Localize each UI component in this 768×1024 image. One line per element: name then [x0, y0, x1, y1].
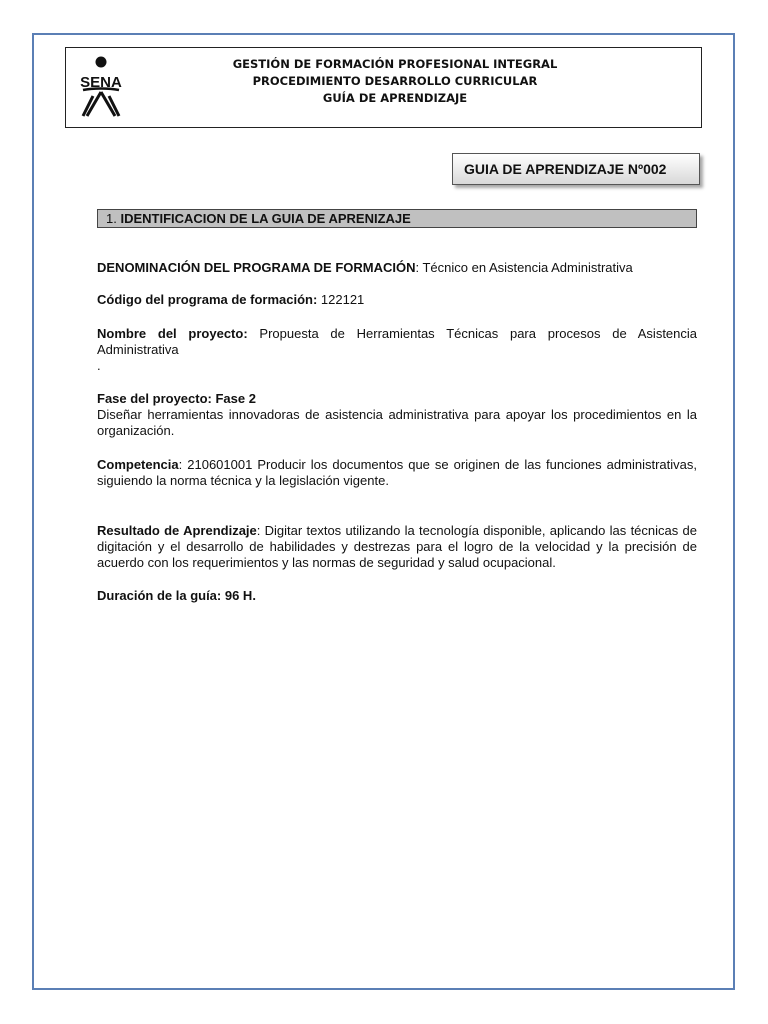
competence-paragraph — [97, 457, 697, 489]
logo-text: SENA — [80, 74, 122, 91]
learning-result-label: Resultado de Aprendizaje — [97, 523, 257, 538]
competence-value: : 210601001 Producir los documentos que se originen de las funciones administrativas, siguiendo la norma técnica y la legislación vigente. — [97, 457, 697, 488]
phase-paragraph — [97, 391, 697, 439]
project-name-label: Nombre del proyecto: — [97, 326, 248, 341]
header-line-2: PROCEDIMIENTO DESARROLLO CURRICULAR — [252, 74, 538, 88]
competence-label: Competencia — [97, 457, 179, 472]
project-name-paragraph — [97, 326, 697, 374]
code-line — [97, 292, 697, 308]
header-line-1: GESTIÓN DE FORMACIÓN PROFESIONAL INTEGRAL — [232, 57, 558, 71]
sena-logo — [71, 52, 131, 118]
section-title: IDENTIFICACION DE LA GUIA DE APRENIZAJE — [120, 211, 411, 226]
guide-number-box: GUIA DE APRENDIZAJE Nº002 — [452, 153, 700, 185]
duration-line — [97, 588, 697, 604]
program-value: : Técnico en Asistencia Administrativa — [415, 260, 633, 275]
learning-result-paragraph — [97, 523, 697, 571]
header-titles — [185, 56, 605, 107]
header-line-3: GUÍA DE APRENDIZAJE — [322, 91, 468, 105]
project-name-value: Propuesta de Herramientas Técnicas para procesos de Asistencia Administrativa — [97, 326, 698, 357]
section-number: 1. — [106, 211, 117, 226]
phase-label: Fase del proyecto: Fase 2 — [97, 391, 256, 406]
project-name-trailing: . — [97, 358, 101, 373]
section-heading — [97, 209, 697, 228]
duration-label: Duración de la guía: 96 H. — [97, 588, 256, 603]
program-label: DENOMINACIÓN DEL PROGRAMA DE FORMACIÓN — [97, 260, 416, 275]
learning-result-value: : Digitar textos utilizando la tecnología disponible, aplicando las técnicas de digitación y el desarrollo de habilidades y destrezas para el logro de la velocidad y la precisión de acuerdo con los requerimientos y las normas de seguridad y salud ocupacional. — [97, 523, 697, 570]
code-label: Código del programa de formación: — [97, 292, 318, 307]
code-value: 122121 — [317, 292, 365, 307]
program-line — [97, 260, 697, 276]
phase-description: Diseñar herramientas innovadoras de asistencia administrativa para apoyar los procedimientos en la organización. — [97, 407, 697, 438]
